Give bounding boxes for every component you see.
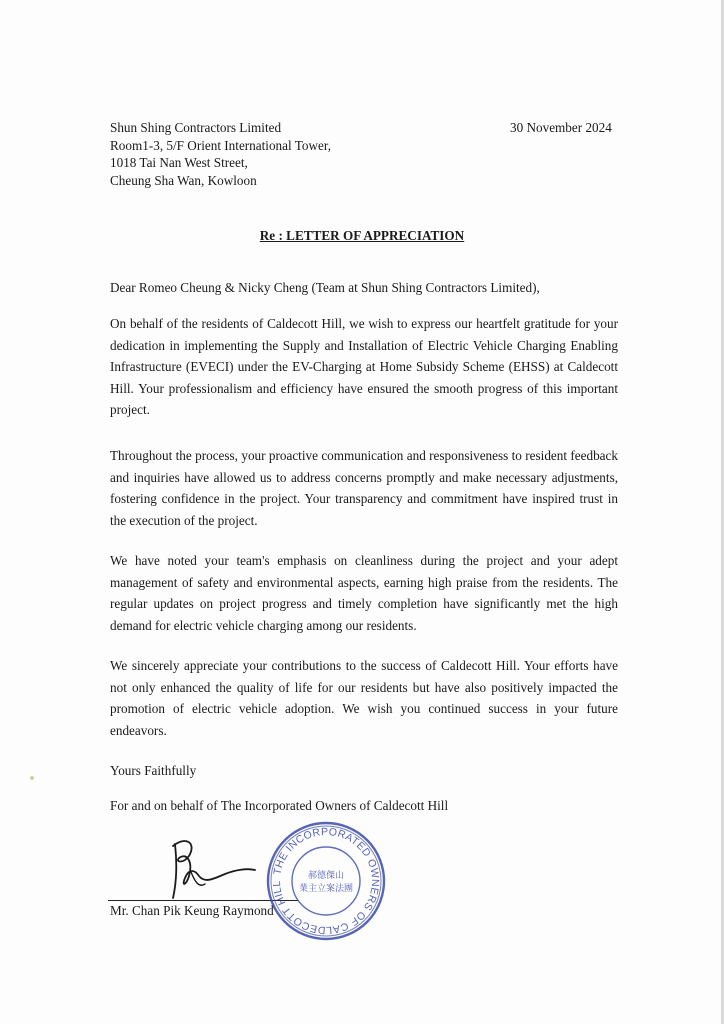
sender-address-line-2: 1018 Tai Nan West Street, (110, 155, 248, 170)
scan-speck (30, 776, 34, 780)
letter-date: 30 November 2024 (510, 120, 612, 135)
body-paragraph-4: We sincerely appreciate your contributions to the success of Caldecott Hill. Your efforts have not only enhanced the quality of life for our residents but have also positively impacted the promotion of electric vehicle adoption. We wish you continued success in your future endeavors. (110, 658, 618, 738)
closing: Yours Faithfully (110, 763, 197, 778)
body-paragraph-3: We have noted your team's emphasis on cleanliness during the project and your adept management of safety and environmental aspects, earning high praise from the residents. The regular updates on project progress and timely completion have significantly met the high demand for electric vehicle charging among our residents. (110, 553, 618, 633)
sender-address-block (110, 119, 331, 189)
sender-address-line-3: Cheung Sha Wan, Kowloon (110, 172, 257, 188)
svg-text:THE INCORPORATED OWNERS OF CAL (271, 826, 381, 936)
seal-inner-text-1: 郝德傑山 (307, 871, 345, 881)
body-paragraph-1: On behalf of the residents of Caldecott Hill, we wish to express our heartfelt gratitude for your dedication in implementing the Supply and Installation of Electric Vehicle Charging Enabling Infrastructure (EVECI) under the EV-Charging at Home Subsidy Scheme (EHSS) at Caldecott Hill. Your professionalism and efficiency have ensured the smooth progress of this important project. (110, 316, 618, 418)
seal-ring-text: THE INCORPORATED OWNERS OF CALDECOTT HILL (270, 825, 382, 937)
on-behalf-line: For and on behalf of The Incorporated Owners of Caldecott Hill (110, 798, 449, 813)
handwritten-signature (155, 832, 260, 902)
signatory-name: Mr. Chan Pik Keung Raymond (110, 903, 274, 918)
letter-subject: Re : LETTER OF APPRECIATION (259, 228, 465, 243)
sender-address-line-1: Room1-3, 5/F Orient International Tower, (110, 137, 331, 153)
seal-inner-text-2: 業主立案法團 (298, 884, 354, 894)
body-paragraph-2: Throughout the process, your proactive communication and responsiveness to resident feedback and inquiries have allowed us to address concerns promptly and make necessary adjustments, fostering confidence in the project. Your transparency and commitment have inspired trust in the execution of the project. (110, 448, 618, 528)
salutation: Dear Romeo Cheung & Nicky Cheng (Team at Shun Shing Contractors Limited), (110, 280, 540, 295)
sender-name: Shun Shing Contractors Limited (110, 120, 282, 135)
corporate-seal-stamp (265, 820, 387, 942)
